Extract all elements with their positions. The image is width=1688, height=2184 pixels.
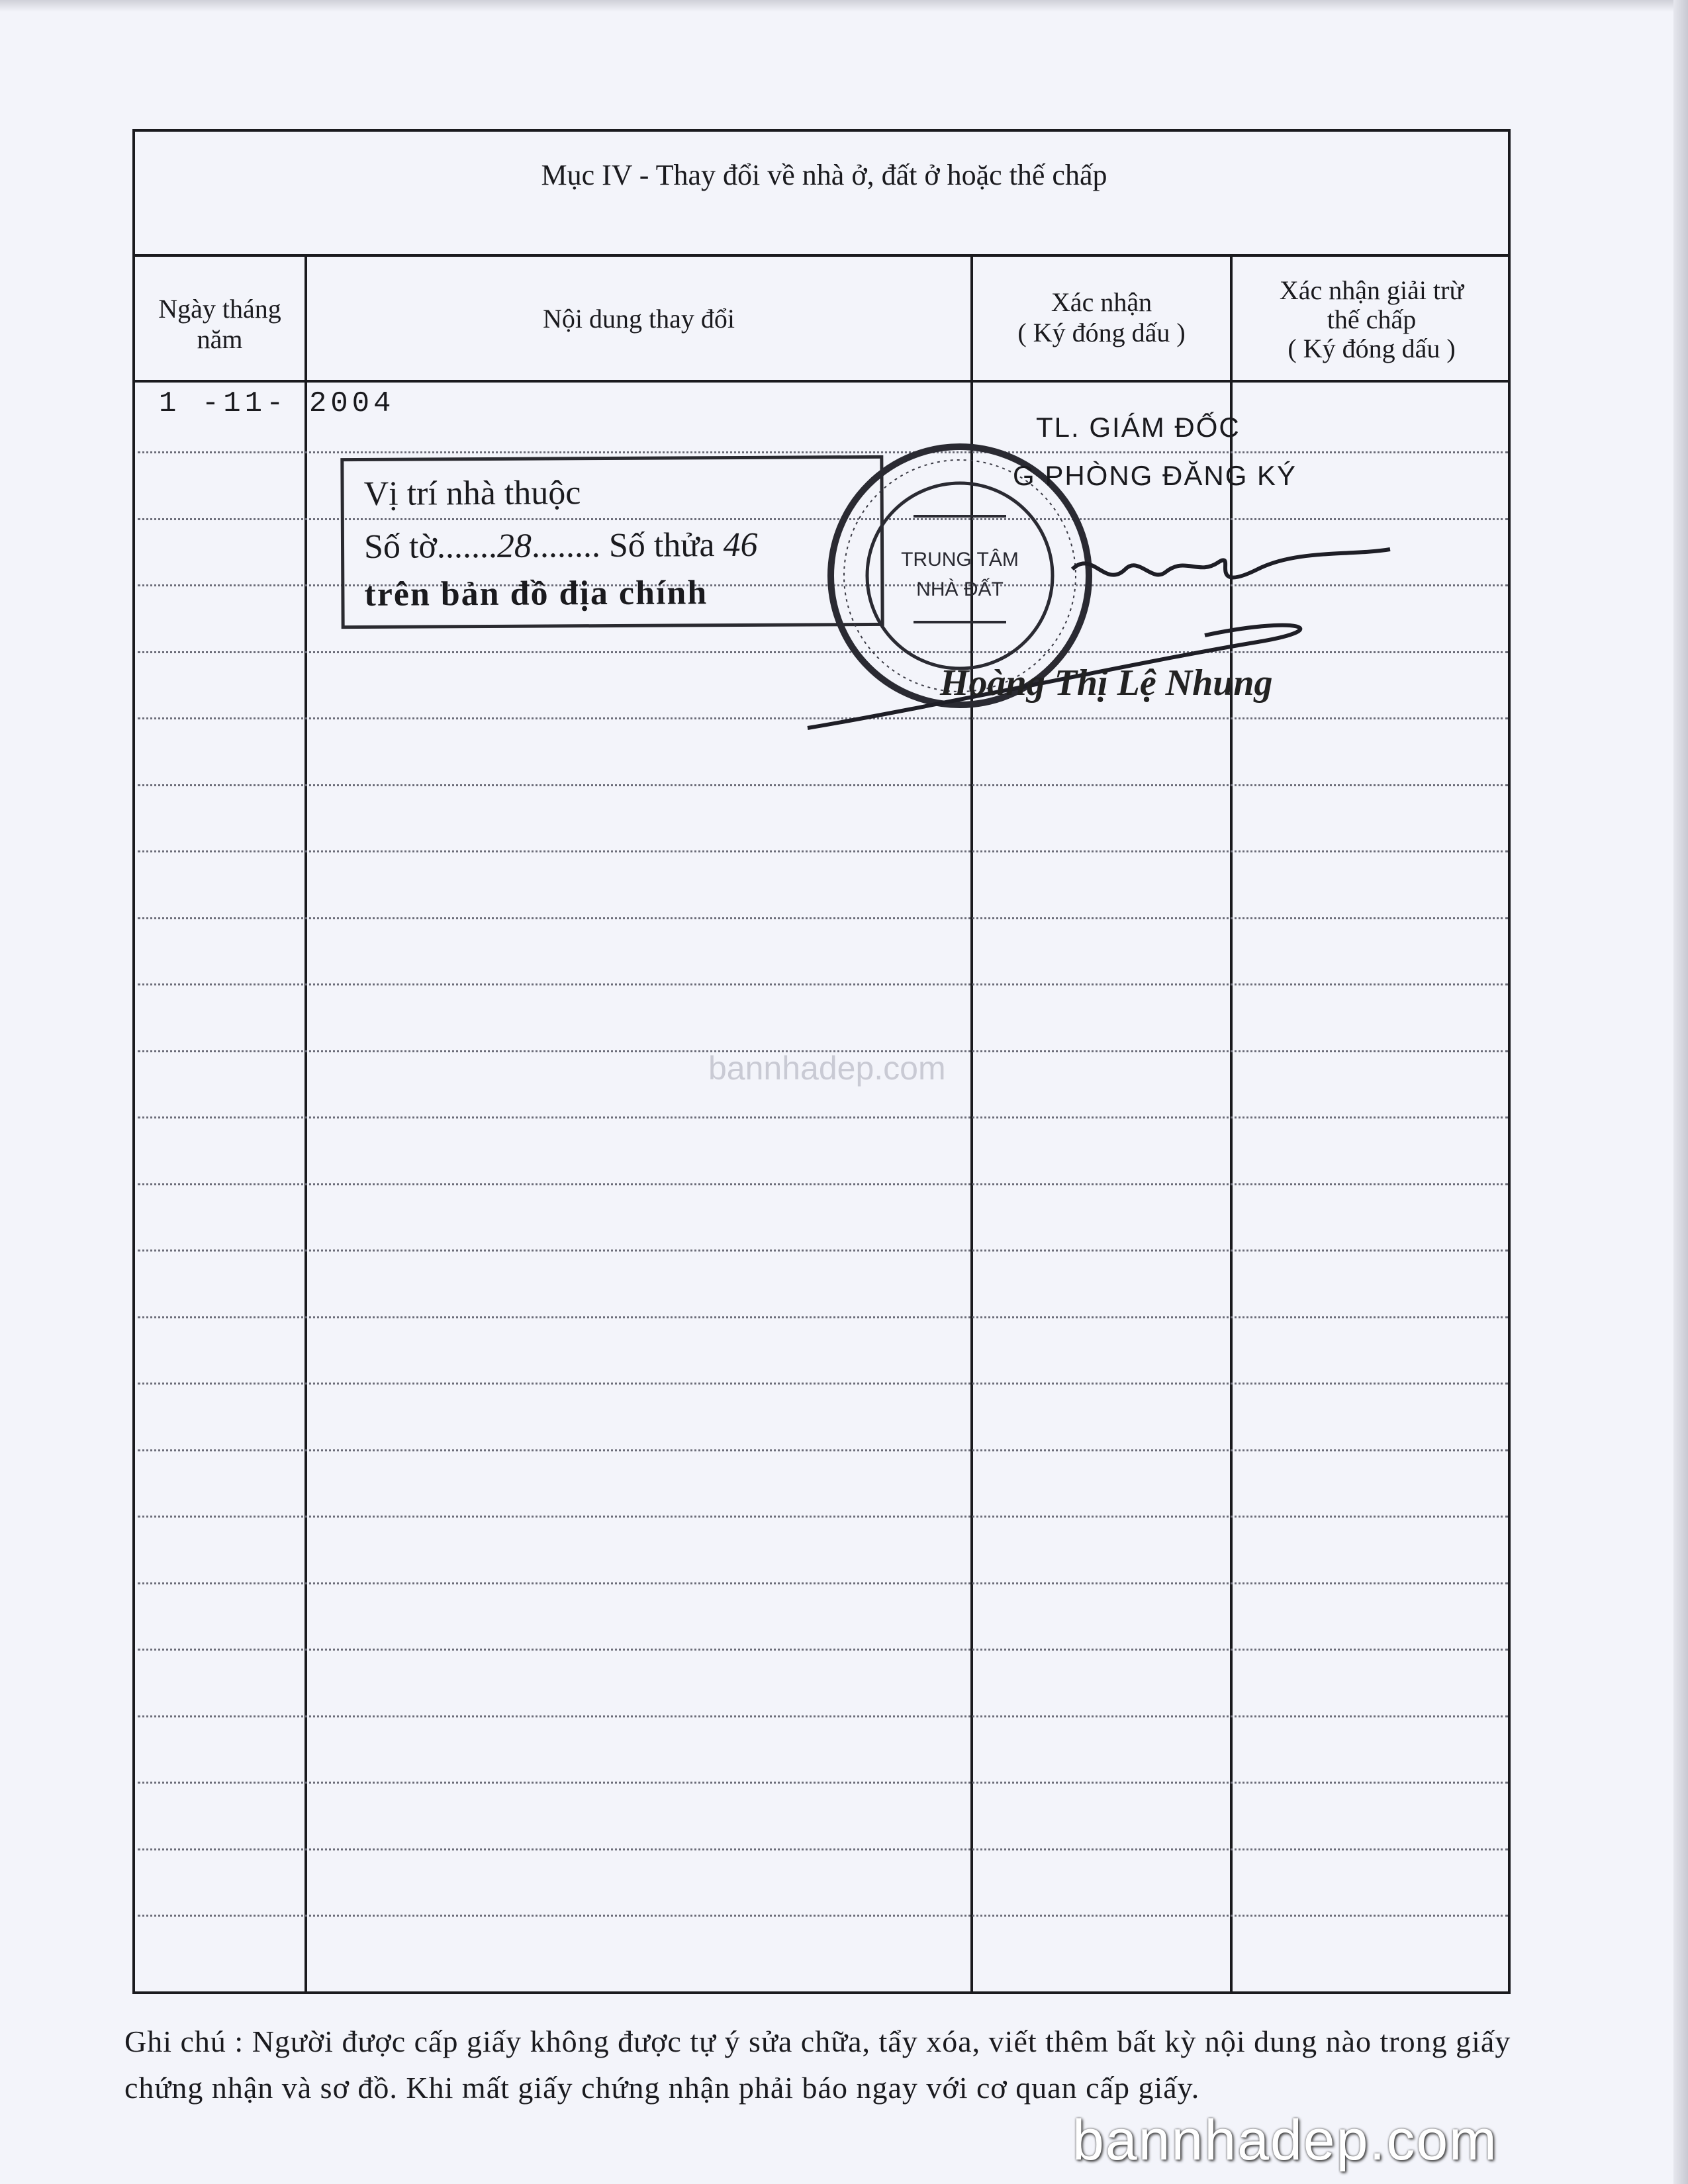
column-header-content: Nội dung thay đổi xyxy=(543,304,735,334)
dotted-line xyxy=(138,1250,1508,1251)
dotted-line xyxy=(138,784,1508,786)
dotted-line xyxy=(138,1449,1508,1451)
dotted-line xyxy=(138,1848,1508,1850)
dotted-line xyxy=(138,917,1508,919)
column-header-date: Ngày tháng năm xyxy=(158,294,281,354)
dotted-line xyxy=(138,1915,1508,1917)
sheet-label: Số tờ xyxy=(363,527,438,566)
dotted-line xyxy=(138,1782,1508,1784)
column-divider-1 xyxy=(305,254,307,1991)
signer-title-1: TL. GIÁM ĐỐC xyxy=(1036,412,1241,443)
stamp-heading: Vị trí nhà thuộc xyxy=(363,474,581,513)
bottom-watermark: bannhadep.com xyxy=(1072,2109,1498,2172)
dotted-line xyxy=(138,1183,1508,1185)
column-header-confirm: Xác nhận ( Ký đóng dấu ) xyxy=(1017,287,1186,347)
scan-right-edge xyxy=(1673,0,1688,2184)
handwritten-signature xyxy=(794,510,1430,748)
dotted-line xyxy=(138,1116,1508,1118)
dotted-line xyxy=(138,1516,1508,1518)
header-top-rule xyxy=(135,254,1508,257)
dotted-line xyxy=(138,1649,1508,1651)
entry-date: 1 -11- 2004 xyxy=(159,387,395,420)
stamp-cadastral-map: trên bản đồ địa chính xyxy=(364,574,708,614)
parcel-label: Số thửa xyxy=(608,526,715,565)
seal-text-2: NHÀ ĐẤT xyxy=(916,578,1004,600)
dotted-line xyxy=(138,850,1508,852)
dotted-line xyxy=(138,983,1508,985)
dotted-line xyxy=(138,1383,1508,1385)
section-title: Mục IV - Thay đổi về nhà ở, đất ở hoặc thế chấp xyxy=(541,159,1107,191)
seal-text-1: TRUNG TÂM xyxy=(901,549,1019,570)
stamp-sheet-parcel-line: Số tờ.......28........ Số thửa 46 xyxy=(363,525,758,566)
header-bottom-rule xyxy=(135,380,1508,383)
sheet-value: 28 xyxy=(496,527,532,565)
parcel-value: 46 xyxy=(723,525,758,565)
signer-title-2: G PHÒNG ĐĂNG KÝ xyxy=(1013,460,1297,491)
scan-top-edge xyxy=(0,0,1688,12)
dotted-line xyxy=(138,1715,1508,1717)
column-header-release: Xác nhận giải trừ thế chấp ( Ký đóng dấu ) xyxy=(1279,275,1464,363)
footnote: Ghi chú : Người được cấp giấy không được tự ý sửa chữa, tẩy xóa, viết thêm bất kỳ nội dung nào trong giấy chứng nhận và sơ đồ. Khi mất giấy chứng nhận phải báo ngay với cơ quan cấp giấy. xyxy=(124,2025,1511,2105)
dotted-line xyxy=(138,1316,1508,1318)
center-watermark: bannhadep.com xyxy=(708,1050,946,1087)
dotted-line xyxy=(138,1582,1508,1584)
signer-name: Hoàng Thị Lệ Nhung xyxy=(940,662,1273,704)
